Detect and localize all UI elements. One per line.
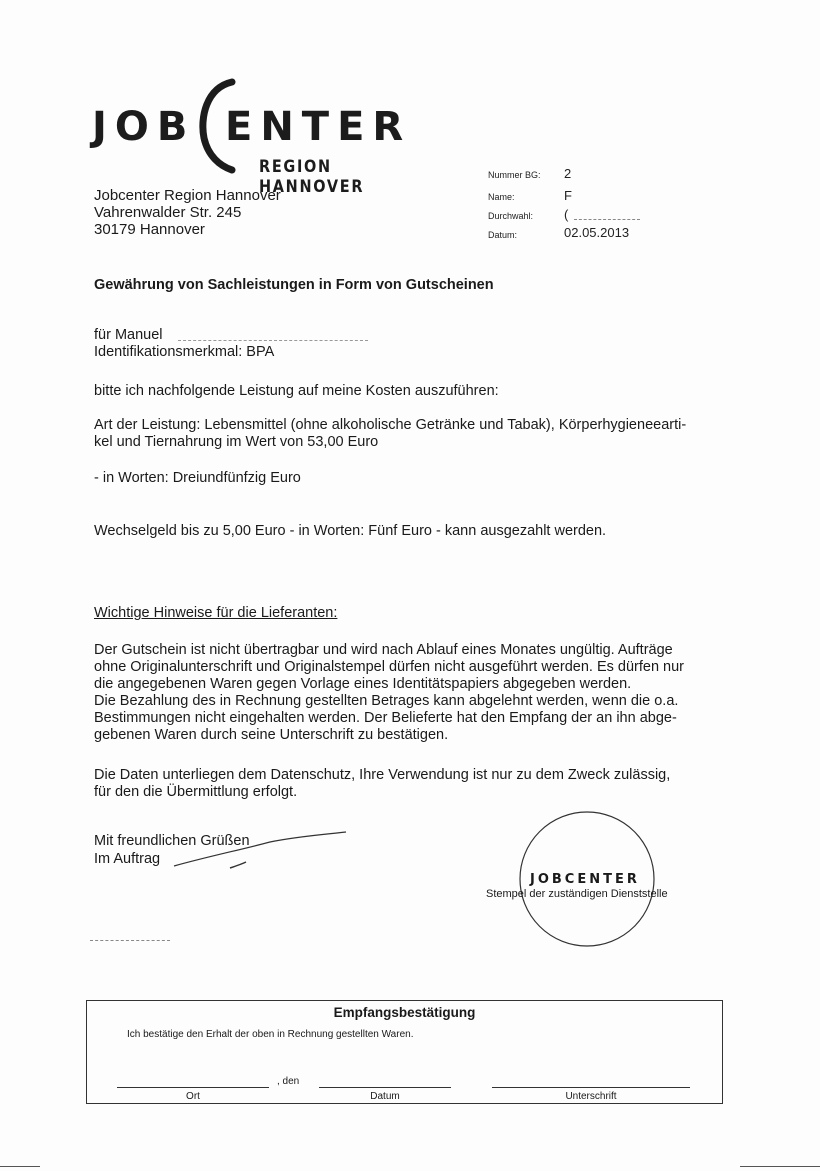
notes-line: ohne Originalunterschrift und Originalstempel dürfen nicht ausgeführt werden. Es dürfen nur [94, 659, 684, 675]
den-text: , den [277, 1076, 300, 1087]
notes-line: die angegebenen Waren gegen Vorlage eines Identitätspapiers abgegeben werden. [94, 676, 632, 692]
address-line: 30179 Hannover [94, 221, 205, 238]
receipt-title: Empfangsbestätigung [333, 1005, 476, 1020]
stamp-label: Stempel der zuständigen Dienststelle [486, 888, 668, 900]
meta-value-number: 2 [564, 166, 572, 181]
notes-line: Die Daten unterliegen dem Datenschutz, Ihre Verwendung ist nur zu dem Zweck zulässig, [94, 767, 671, 783]
greeting: Mit freundlichen Grüßen [94, 833, 250, 849]
meta-label-name: Name: [488, 192, 515, 202]
notes-line: für den die Übermittlung erfolgt. [94, 784, 298, 800]
logo-region: REGION HANNOVER [259, 157, 365, 197]
notes-line: Der Gutschein ist nicht übertragbar und wird nach Ablauf eines Monates ungültig. Aufträge [94, 642, 673, 658]
datum-line [319, 1087, 451, 1088]
document-title: Gewährung von Sachleistungen in Form von Gutscheinen [94, 277, 494, 293]
ort-line [117, 1087, 269, 1088]
meta-label-date: Datum: [488, 230, 518, 240]
redaction-mark [574, 219, 640, 220]
notes-line: gebenen Waren durch seine Unterschrift zu bestätigen. [94, 727, 449, 743]
redaction-mark [178, 340, 368, 341]
notes-line: Die Bezahlung des in Rechnung gestellten Betrages kann abgelehnt werden, wenn die o.a. [94, 693, 679, 709]
unterschrift-line [492, 1087, 690, 1088]
recipient-line: für Manuel [94, 327, 163, 343]
scan-edge-line [0, 1166, 40, 1167]
ort-label: Ort [186, 1091, 200, 1102]
logo-job: JOB [92, 104, 196, 150]
service-text [94, 417, 686, 451]
scan-edge-line [740, 1166, 820, 1167]
unterschrift-label: Unterschrift [565, 1091, 617, 1102]
identification-line: Identifikationsmerkmal: BPA [94, 344, 275, 360]
stamp-logo: JOBCENTER [530, 872, 640, 887]
amount-in-words: - in Worten: Dreiundfünfzig Euro [94, 470, 301, 486]
sender-address [94, 187, 281, 238]
meta-value-name: F [564, 188, 572, 203]
meta-label-phone: Durchwahl: [488, 211, 534, 221]
datum-label: Datum [370, 1091, 400, 1102]
service-line: Art der Leistung: Lebensmittel (ohne alkoholische Getränke und Tabak), Körperhygieneearti- [94, 417, 687, 433]
auftrag-text: Im Auftrag [94, 851, 161, 867]
notes-paragraph-1 [94, 642, 684, 744]
logo-enter: ENTER [225, 104, 412, 150]
intro-text: bitte ich nachfolgende Leistung auf meine Kosten auszuführen: [94, 383, 499, 399]
receipt-box [86, 1000, 723, 1104]
meta-value-date: 02.05.2013 [564, 225, 630, 240]
signature-icon [170, 828, 350, 880]
meta-label-number: Nummer BG: [488, 170, 541, 180]
receipt-text: Ich bestätige den Erhalt der oben in Rechnung gestellten Waren. [127, 1029, 414, 1040]
notes-heading: Wichtige Hinweise für die Lieferanten: [94, 605, 338, 621]
address-line: Vahrenwalder Str. 245 [94, 204, 242, 221]
meta-value-phone: ( [564, 207, 569, 222]
change-text: Wechselgeld bis zu 5,00 Euro - in Worten: Fünf Euro - kann ausgezahlt werden. [94, 523, 607, 539]
redaction-mark [90, 940, 170, 941]
notes-line: Bestimmungen nicht eingehalten werden. Der Belieferte hat den Empfang der an ihn abge- [94, 710, 677, 726]
address-line: Jobcenter Region Hannover [94, 187, 281, 204]
notes-paragraph-2 [94, 767, 670, 801]
service-line: kel und Tiernahrung im Wert von 53,00 Euro [94, 434, 379, 450]
